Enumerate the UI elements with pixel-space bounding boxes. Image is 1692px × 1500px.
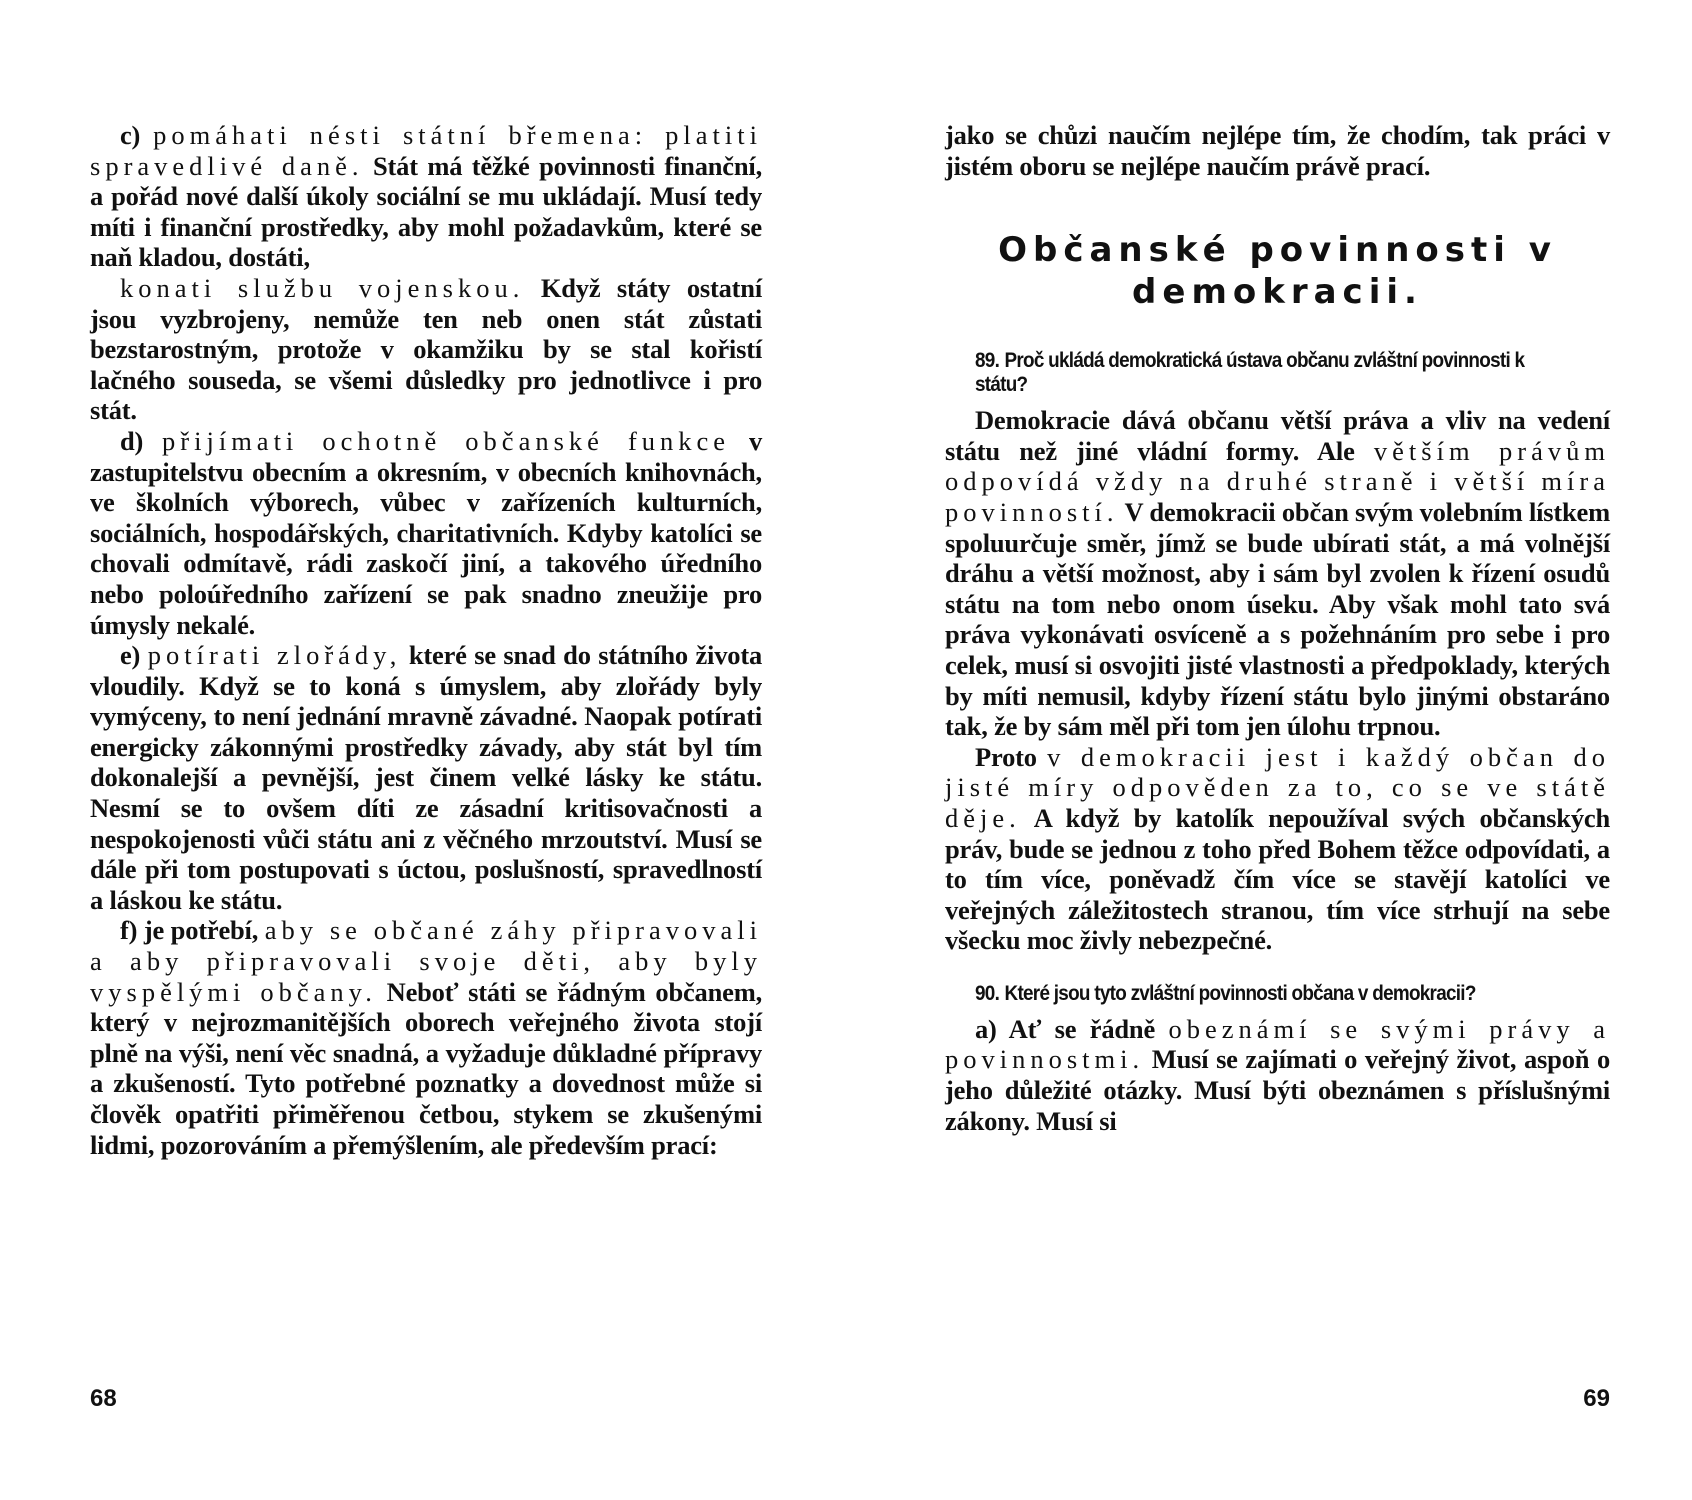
answer-90-lead: a) Ať se řádně bbox=[975, 1013, 1169, 1044]
paragraph-c-lead: c) bbox=[120, 120, 154, 150]
paragraph-c-emphasis: pomáhati nésti státní břemena: platiti spravedlivé daně. bbox=[90, 120, 762, 181]
question-90 bbox=[975, 982, 1551, 1006]
paragraph-e-emphasis: potírati zlořády, bbox=[147, 640, 402, 671]
paragraph-f-text: Neboť státi se řádným občanem, který v nejrozmanitějších oborech veřejného života stojí plně na výši, není věc snadná, a vyžaduje důkladné přípravy a zkušeností. Tyto potřebné poznatky a dovednost může si člověk opatřiti přiměřenou četbou, stykem se zkušenými lidmi, pozorováním a přemýšlením, ale především prací: bbox=[90, 976, 762, 1160]
paragraph-military-service bbox=[90, 273, 762, 426]
question-89-text: Proč ukládá demokratická ústava občanu zvláštní povinnosti k státu? bbox=[975, 349, 1525, 397]
paragraph-c-text: Stát má těžké povinnosti finanční, a pořád nové další úkoly sociální se mu ukládají. Musí tedy míti i finanční prostředky, aby mohl požadavkům, které se naň kladou, dostáti, bbox=[90, 150, 762, 273]
right-page bbox=[945, 0, 1610, 1500]
paragraph-f-emphasis: aby se občané záhy připravovali a aby připravovali svoje děti, aby byly vyspělými občany. bbox=[90, 915, 762, 1007]
answer-89-p2-text: A když by katolík nepoužíval svých občanských práv, bude se jednou z toho před Bohem těžce odpovídati, a to tím více, poněvadž čím více se stavějí katolíci ve veřejných záležitostech stranou, tím více strhují na sebe všecku moc živly nebezpečné. bbox=[945, 802, 1610, 956]
paragraph-e-lead: e) bbox=[120, 640, 148, 671]
answer-89-p2-emphasis: v demokracii jest i každý občan do jisté míry odpověden za to, co se ve státě děje. bbox=[945, 741, 1610, 833]
military-service-emphasis: konati službu vojenskou. bbox=[120, 272, 525, 303]
continuation-paragraph: jako se chůzi naučím nejlépe tím, že chodím, tak práci v jistém oboru se nejlépe naučím právě prací. bbox=[945, 120, 1610, 181]
paragraph-d-lead: d) bbox=[120, 425, 163, 456]
page-number-right: 69 bbox=[1583, 1385, 1610, 1412]
question-90-text: Které jsou tyto zvláštní povinnosti občana v demokracii? bbox=[1004, 981, 1476, 1005]
left-text-column bbox=[90, 120, 762, 1160]
paragraph-c bbox=[90, 120, 762, 273]
answer-90-paragraph bbox=[945, 1014, 1610, 1136]
section-heading: Občanské povinnosti v demokracii. bbox=[998, 230, 1557, 313]
paragraph-e-text: které se snad do státního života vloudily. Když se to koná s úmyslem, aby zlořády byly vymýceny, to není jednání mravně závadné. Naopak potírati energicky zákonnými prostředky závady, aby stát byl tím dokonalejší a pevnější, jest činem velké lásky ke státu. Nesmí se to ovšem díti ze zásadní kritisovačnosti a nespokojenosti vůči státu ani z věčného mrzoutství. Musí se dále při tom postupovati s úctou, poslušností, spravedlností a láskou ke státu. bbox=[90, 640, 762, 915]
paragraph-f-lead: f) je potřebí, bbox=[120, 915, 265, 946]
paragraph-d-text: v zastupitelstvu obecním a okresním, v obecních knihovnách, ve školních výborech, vůbec v zařízeních kulturních, sociálních, hospodářských, charitativních. Kdyby katolíci se chovali odmítavě, rádi zaskočí jiní, a takového úředního nebo poloúředního zařízení se pak snadno zneužije pro úmysly nekalé. bbox=[90, 425, 762, 640]
answer-89-p1-text2: V demokracii občan svým volebním lístkem spoluurčuje směr, jímž se bude ubírati stát, a má volnější dráhu a větší možnost, aby i sám byl zvolen k řízení osudů státu na tom nebo onom úseku. Aby však mohl tato svá práva vykonávati osvíceně a s požehnáním pro sebe i pro celek, musí si osvojiti jisté vlastnosti a předpoklady, kterých by míti nemusil, kdyby řízení státu bylo jinými obstaráno tak, že by sám měl při tom jen úlohu trpnou. bbox=[945, 496, 1610, 742]
paragraph-d bbox=[90, 426, 762, 640]
answer-89-p2-lead: Proto bbox=[975, 741, 1048, 772]
answer-89-p1-text: Demokracie dává občanu větší práva a vliv na vedení státu než jiné vládní formy. Ale bbox=[945, 405, 1610, 466]
answer-89-paragraph-1 bbox=[945, 405, 1610, 742]
answer-89-paragraph-2 bbox=[945, 742, 1610, 956]
left-page bbox=[90, 0, 762, 1500]
question-89 bbox=[975, 349, 1551, 397]
answer-90-emphasis: obeznámí se svými právy a povinnostmi. bbox=[945, 1013, 1610, 1075]
paragraph-e bbox=[90, 640, 762, 915]
page-number-left: 68 bbox=[90, 1385, 117, 1412]
paragraph-f bbox=[90, 915, 762, 1160]
paragraph-d-emphasis: přijímati ochotně občanské funkce bbox=[162, 425, 731, 456]
right-text-column bbox=[945, 120, 1610, 1136]
question-89-number: 89. bbox=[975, 349, 1000, 373]
answer-90-text: Musí se zajímati o veřejný život, aspoň o jeho důležité otázky. Musí býti obeznámen s příslušnými zákony. Musí si bbox=[945, 1044, 1610, 1136]
military-service-text: Když státy ostatní jsou vyzbrojeny, nemůže ten neb onen stát zůstati bezstarostným, protože v okamžiku by se stal kořistí lačného souseda, se všemi důsledky pro jednotlivce i pro stát. bbox=[90, 272, 762, 426]
question-90-number: 90. bbox=[975, 981, 1000, 1005]
answer-89-p1-emphasis: větším právům odpovídá vždy na druhé straně i větší míra povinností. bbox=[945, 435, 1610, 527]
